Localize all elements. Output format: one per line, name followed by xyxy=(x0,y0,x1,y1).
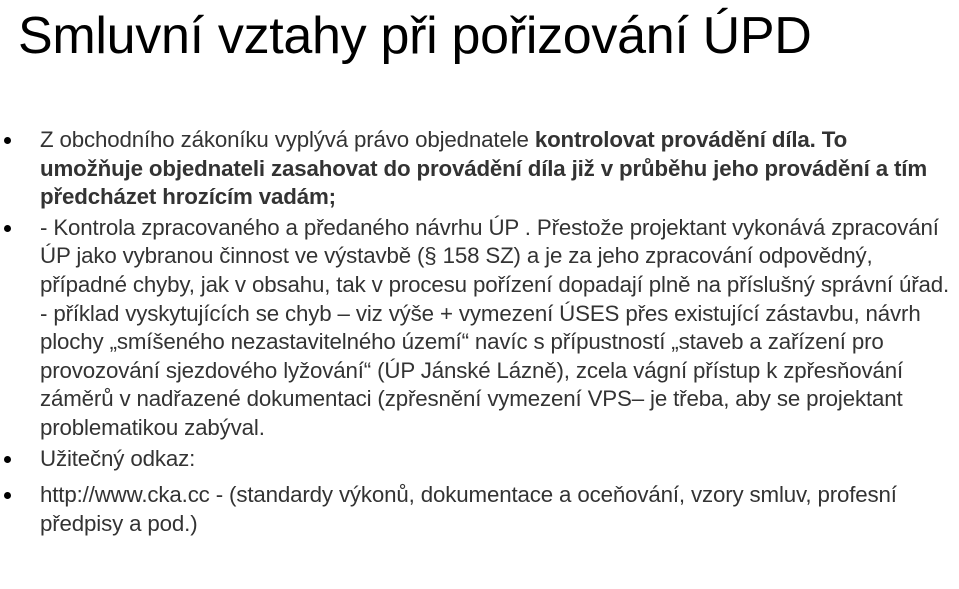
bullet-dot-icon xyxy=(4,137,11,144)
bullet-item-control xyxy=(0,214,959,443)
bullet-text-pre: Z obchodního zákoníku vyplývá právo objednatele xyxy=(40,127,535,152)
bullet-text-bold: kontrolovat provádění díla. To umožňuje objednateli zasahovat do provádění díla již v průběhu jeho provádění a tím předcházet hrozícím vadám; xyxy=(40,127,927,210)
bullet-text: - Kontrola zpracovaného a předaného návrhu ÚP . Přestože projektant vykonává zpracování ÚP jako vybranou činnost ve výstavbě (§ 158 SZ) a je za jeho zpracování odpovědný, případné chyby, jak v obsahu, tak v procesu pořízení dopadají plně na příslušný správní úřad. - příklad vyskytujících se chyb – viz výše + vymezení ÚSES přes existující zástavbu, návrh plochy „smíšeného nezastavitelného území“ navíc s přípustností „staveb a zařízení pro provozování sjezdového lyžování“ (ÚP Jánské Lázně), zcela vágní přístup k zpřesňování záměrů v nadřazené dokumentaci (zpřesnění vymezení VPS– je třeba, aby se projektant problematikou zabýval. xyxy=(40,214,950,440)
bullet-dot-icon xyxy=(4,456,11,463)
bullet-link-text: http://www.cka.cc - (standardy výkonů, dokumentace a oceňování, vzory smluv, profesní předpisy a pod.) xyxy=(40,482,897,536)
bullet-text: Užitečný odkaz: xyxy=(40,445,196,471)
slide-title: Smluvní vztahy při pořizování ÚPD xyxy=(18,7,812,65)
bullet-item-link xyxy=(0,481,959,538)
bullet-dot-icon xyxy=(4,492,11,499)
bullet-item-useful-link-label xyxy=(0,445,959,474)
bullet-dot-icon xyxy=(4,225,11,232)
bullet-item-contract-law xyxy=(0,126,959,212)
bullet-list xyxy=(0,126,959,538)
